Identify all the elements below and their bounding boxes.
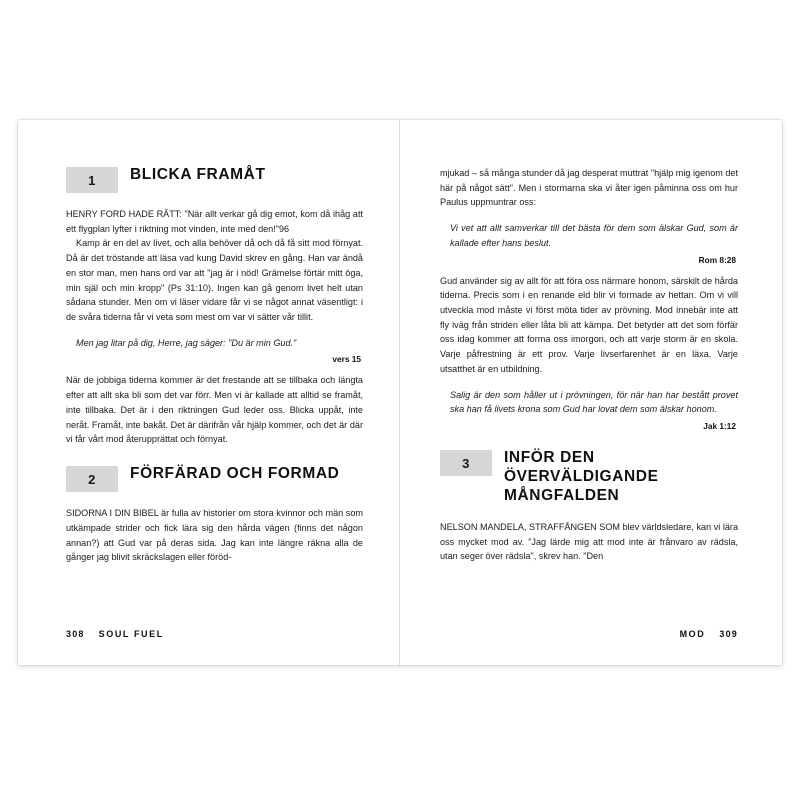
quote-reference: Jak 1:12 — [703, 421, 736, 432]
running-head: MOD — [679, 629, 706, 639]
open-book-spread — [18, 120, 782, 665]
chapter-title: INFÖR DEN ÖVERVÄLDIGANDE MÅNGFALDEN — [504, 449, 659, 504]
spacer — [440, 431, 738, 449]
left-page-content — [66, 166, 363, 596]
right-page-content — [440, 166, 738, 596]
page-number: 309 — [719, 629, 738, 639]
paragraph: HENRY FORD HADE RÄTT: "När allt verkar gå dig emot, kom då ihåg att ett flygplan lyfter i riktning mot vinden, inte med den!"96 — [66, 209, 363, 234]
chapter-number-badge: 2 — [66, 466, 118, 492]
pull-quote: Salig är den som håller ut i prövningen, för när han har bestått provet ska han få livets krona som Gud har lovat dem som älskar honom. — [450, 389, 738, 415]
running-head: SOUL FUEL — [98, 629, 164, 639]
chapter-title: FÖRFÄRAD OCH FORMAD — [130, 465, 340, 483]
chapter-heading-2 — [66, 465, 363, 492]
chapter-heading-1 — [66, 166, 363, 193]
right-page-footer — [680, 629, 738, 639]
pull-quote: Vi vet att allt samverkar till det bästa för dem som älskar Gud, som är kallade efter hans beslut. — [450, 223, 738, 248]
paragraph: Kamp är en del av livet, och alla behöver då och då få sitt mod förnyat. Då är det tröstande att läsa vad kung David skrev en gång. Han var ändå en stor man, men hans ord var att "jag är i nöd! Grämelse förtär mitt öga, min själ och min kropp" (Ps 31:10). Ingen kan gå genom livet helt utan sådana stunder. Men om vi läser vidare får vi se något annat väsentligt: i de svåra tiderna får vi veta som mest om var vi sätter vår tillit. — [66, 238, 363, 323]
chapter-title: BLICKA FRAMÅT — [130, 166, 266, 183]
left-page — [18, 120, 400, 665]
spacer — [66, 447, 363, 465]
left-page-footer — [66, 629, 164, 639]
paragraph: När de jobbiga tiderna kommer är det frestande att se tillbaka och längta efter att allt ska bli som det var förr. Men vi är kallade att alltid se framåt, inte tillbaka. Det är i den riktningen Gud leder oss. Blicka uppåt, inte neråt. Framåt, inte bakåt. Det är därifrån vår hjälp kommer, och det är där vi får vårt mod återupprättat och förnyat. — [66, 375, 363, 445]
paragraph: SIDORNA I DIN BIBEL är fulla av historier om stora kvinnor och män som utkämpade strider och fick lära sig den hårda vägen (finns det någon annan?) att Gud var på deras sida. Jag kan inte längre räkna alla de gånger jag blivit skräckslagen eller föröd- — [66, 508, 363, 563]
quote-reference: vers 15 — [332, 354, 361, 365]
chapter-heading-3 — [440, 449, 738, 506]
paragraph: mjukad – så många stunder då jag desperat muttrat "hjälp mig igenom det här på något sätt". Men i stormarna ska vi åter igen påminna oss om hur Paulus uppmuntrar oss: — [440, 168, 738, 208]
page-number: 308 — [66, 629, 85, 639]
spacer — [440, 265, 738, 274]
paragraph: NELSON MANDELA, STRAFFÅNGEN SOM blev världsledare, kan vi lära oss mycket mod av. "Jag lärde mig att mod inte är frånvaro av rädsla, utan seger över rädsla", skrev han. "Den — [440, 521, 738, 562]
chapter-number-badge: 1 — [66, 167, 118, 193]
paragraph: Gud använder sig av allt för att föra oss närmare honom, särskilt de hårda tiderna. Precis som i en renande eld blir vi formade av hettan. Om vi vill utveckla mod måste vi först möta tider av prövning. Mod innebär inte att fly iväg från striden eller låta bli att kämpa. Det betyder att det som förfär oss idag kommer att forma oss imorgon, och att varje storm är en skola. Varje påfrestning är ett prov. Varje livserfarenhet är en läxa. Varje utsatthet är en utbildning. — [440, 275, 738, 374]
pull-quote: Men jag litar på dig, Herre, jag säger: "Du är min Gud." — [76, 337, 297, 348]
chapter-number-badge: 3 — [440, 450, 492, 476]
quote-reference: Rom 8:28 — [698, 254, 736, 265]
spacer — [66, 364, 363, 373]
right-page — [400, 120, 782, 665]
